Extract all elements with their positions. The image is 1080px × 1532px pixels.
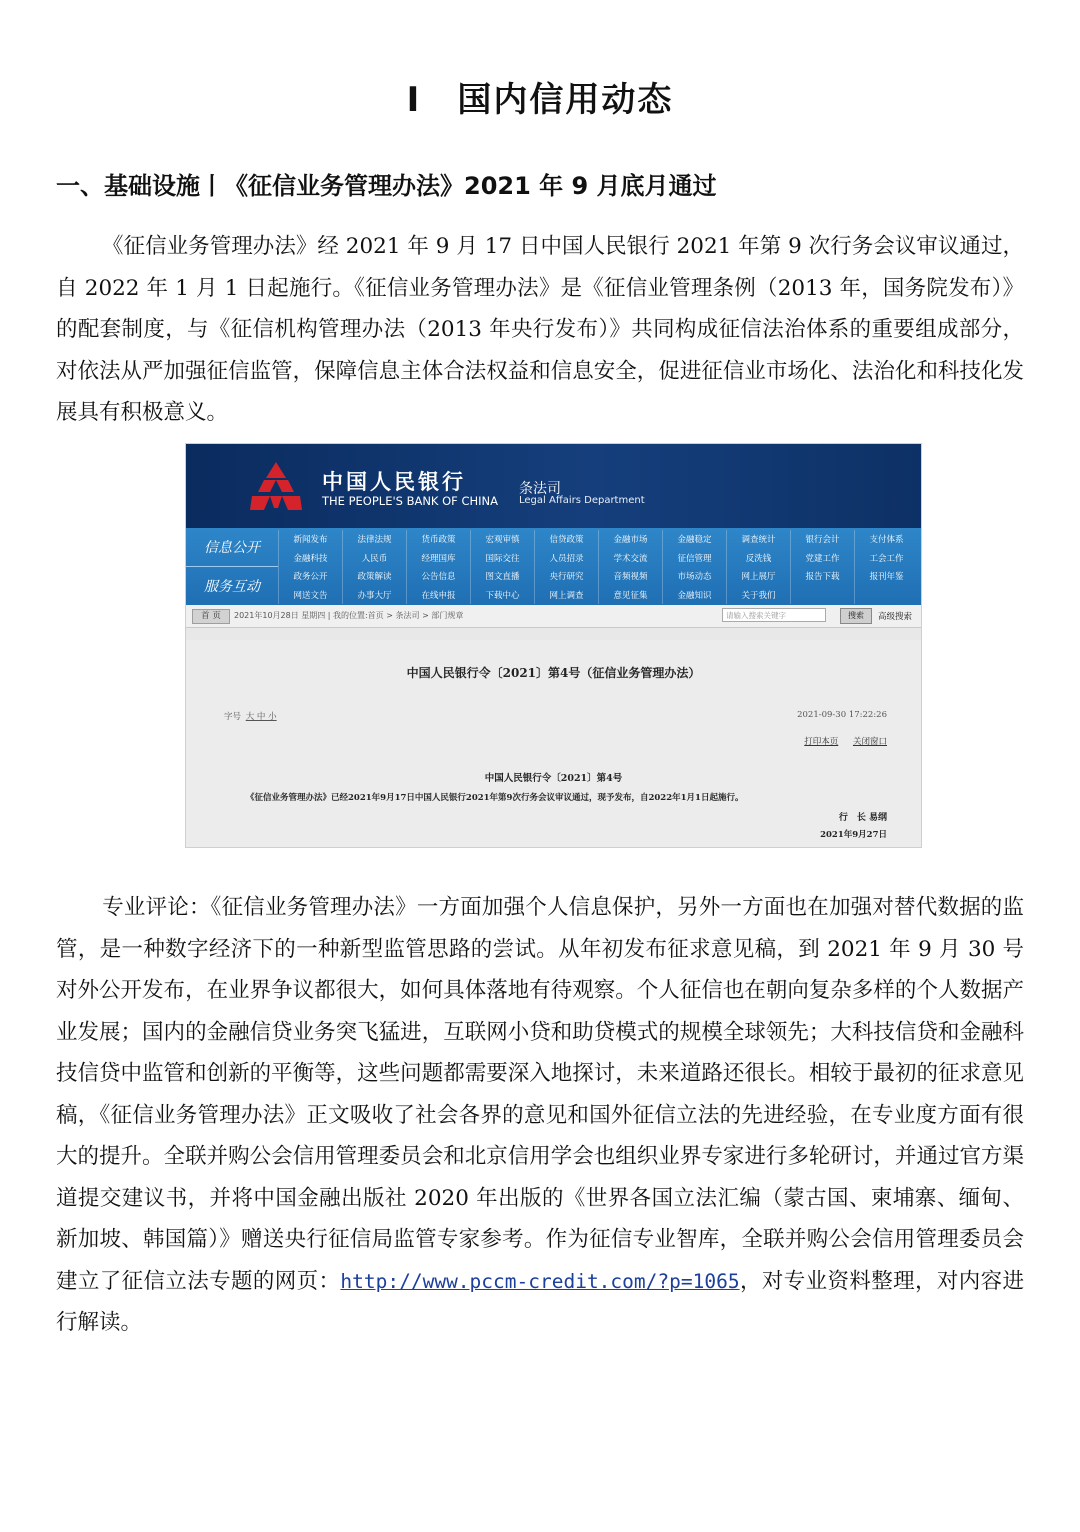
pccm-link[interactable]: http://www.pccm-credit.com/?p=1065 bbox=[340, 1269, 740, 1293]
dept-name-cn: 条法司 bbox=[519, 481, 561, 497]
nav-item bbox=[790, 586, 854, 605]
order-body: 《征信业务管理办法》已经2021年9月17日中国人民银行2021年第9次行务会议审议通过，现予发布，自2022年1月1日起施行。 bbox=[246, 793, 744, 803]
nav-item: 图文直播 bbox=[470, 567, 534, 586]
commentary-paragraph-tail: ，对专业资料整理，对内容进行解读。 bbox=[56, 1268, 1024, 1335]
nav-item: 宏观审慎 bbox=[470, 530, 534, 549]
nav-item: 网上调查 bbox=[534, 586, 598, 605]
nav-item: 政务公开 bbox=[278, 567, 342, 586]
embedded-webpage-screenshot bbox=[185, 443, 922, 848]
commentary-paragraph-text: 专业评论：《征信业务管理办法》一方面加强个人信息保护，另外一方面也在加强对替代数据的监管，是一种数字经济下的一种新型监管思路的尝试。从年初发布征求意见稿，到 2021 年 9 月 30 号对外公开发布，在业界争议都很大，如何具体落地有待观察。个人征信也在朝向复杂多样的个人数据产业发展；国内的金融信贷业务突飞猛进，互联网小贷和助贷模式的规模全球领先；大科技信贷和金融科技信贷中监管和创新的平衡等，这些问题都需要深入地探讨，未来道路还很长。相较于最初的征求意见稿，《征信业务管理办法》正文吸收了社会各界的意见和国外征信立法的先进经验，在专业度方面有很大的提升。全联并购公会信用管理委员会和北京信用学会也组织业界专家进行多轮研讨，并通过官方渠道提交建议书，并将中国金融出版社 2020 年出版的《世界各国立法汇编（蒙古国、柬埔寨、缅甸、新加坡、韩国篇）》赠送央行征信局监管专家参考。作为征信专业智库，全联并购公会信用管理委员会建立了征信立法专题的网页： bbox=[56, 895, 1024, 1294]
nav-item: 在线申报 bbox=[406, 586, 470, 605]
commentary-paragraph bbox=[56, 887, 1024, 1344]
nav-item: 新闻发布 bbox=[278, 530, 342, 549]
nav-item: 银行会计 bbox=[790, 530, 854, 549]
chapter-number: I bbox=[406, 80, 422, 120]
nav-item: 办事大厅 bbox=[342, 586, 406, 605]
print-link: 打印本页 bbox=[804, 737, 839, 747]
nav-item: 人民币 bbox=[342, 549, 406, 568]
nav-item: 金融科技 bbox=[278, 549, 342, 568]
font-size-label: 字号 bbox=[224, 712, 242, 722]
nav-item: 公告信息 bbox=[406, 567, 470, 586]
chapter-title-text: 国内信用动态 bbox=[457, 80, 674, 120]
nav-item: 工会工作 bbox=[854, 549, 918, 568]
advanced-search-link: 高级搜索 bbox=[878, 612, 913, 622]
nav-item: 金融稳定 bbox=[662, 530, 726, 549]
intro-paragraph bbox=[56, 226, 1024, 434]
nav-side-info: 信息公开 bbox=[204, 540, 260, 556]
pbc-nav bbox=[186, 528, 921, 605]
section-heading: 一、基础设施丨《征信业务管理办法》2021 年 9 月底月通过 bbox=[56, 172, 717, 200]
nav-item: 央行研究 bbox=[534, 567, 598, 586]
doc-links bbox=[792, 735, 887, 747]
pbc-header bbox=[186, 444, 921, 528]
breadcrumb-bar bbox=[186, 605, 921, 628]
order-number: 中国人民银行令〔2021〕第4号 bbox=[484, 773, 623, 784]
nav-item: 报刊年鉴 bbox=[854, 567, 918, 586]
sign-date: 2021年9月27日 bbox=[820, 830, 887, 840]
nav-item: 支付体系 bbox=[854, 530, 918, 549]
nav-item: 货币政策 bbox=[406, 530, 470, 549]
nav-item: 信贷政策 bbox=[534, 530, 598, 549]
nav-item: 下载中心 bbox=[470, 586, 534, 605]
nav-item: 学术交流 bbox=[598, 549, 662, 568]
doc-timestamp: 2021-09-30 17:22:26 bbox=[797, 710, 887, 720]
nav-item: 金融市场 bbox=[598, 530, 662, 549]
nav-item: 反洗钱 bbox=[726, 549, 790, 568]
search-input: 请输入搜索关键字 bbox=[722, 608, 826, 622]
governor-signature: 行 长 易纲 bbox=[838, 813, 887, 823]
nav-item: 国际交往 bbox=[470, 549, 534, 568]
document-content bbox=[186, 640, 921, 847]
nav-item: 人员招录 bbox=[534, 549, 598, 568]
nav-item: 网上展厅 bbox=[726, 567, 790, 586]
close-window-link: 关闭窗口 bbox=[852, 737, 887, 747]
nav-item: 市场动态 bbox=[662, 567, 726, 586]
bank-name-cn: 中国人民银行 bbox=[322, 470, 466, 494]
dept-name-en: Legal Affairs Department bbox=[519, 495, 645, 506]
nav-item: 调查统计 bbox=[726, 530, 790, 549]
home-button: 首 页 bbox=[192, 609, 230, 624]
doc-title: 中国人民银行令〔2021〕第4号（征信业务管理办法） bbox=[406, 666, 701, 680]
pbc-emblem-icon bbox=[248, 458, 304, 514]
nav-item: 报告下载 bbox=[790, 567, 854, 586]
nav-item: 经理国库 bbox=[406, 549, 470, 568]
nav-grid bbox=[278, 530, 918, 604]
nav-item: 音频视频 bbox=[598, 567, 662, 586]
nav-item: 政策解读 bbox=[342, 567, 406, 586]
nav-item: 网送文告 bbox=[278, 586, 342, 605]
bank-name-en: THE PEOPLE'S BANK OF CHINA bbox=[322, 494, 498, 508]
nav-item: 关于我们 bbox=[726, 586, 790, 605]
search-button: 搜索 bbox=[840, 608, 872, 624]
nav-item: 征信管理 bbox=[662, 549, 726, 568]
nav-item bbox=[854, 586, 918, 605]
intro-paragraph-text: 《征信业务管理办法》经 2021 年 9 月 17 日中国人民银行 2021 年第 9 次行务会议审议通过，自 2022 年 1 月 1 日起施行。《征信业务管理办法》是《征信业管理条例（2013 年，国务院发布）》的配套制度，与《征信机构管理办法（2013 年央行发布）》共同构成征信法治体系的重要组成部分，对依法从严加强征信监管，保障信息主体合法权益和信息安全，促进征信业市场化、法治化和科技化发展具有积极意义。 bbox=[56, 234, 1024, 425]
nav-side-service: 服务互动 bbox=[186, 566, 278, 605]
nav-item: 党建工作 bbox=[790, 549, 854, 568]
nav-item: 意见征集 bbox=[598, 586, 662, 605]
font-size-options: 大 中 小 bbox=[245, 712, 277, 722]
nav-item: 法律法规 bbox=[342, 530, 406, 549]
font-size-control bbox=[224, 710, 277, 722]
chapter-title bbox=[0, 72, 1080, 121]
breadcrumb: 2021年10月28日 星期四 | 我的位置:首页 > 条法司 > 部门规章 bbox=[234, 611, 464, 620]
nav-item: 金融知识 bbox=[662, 586, 726, 605]
